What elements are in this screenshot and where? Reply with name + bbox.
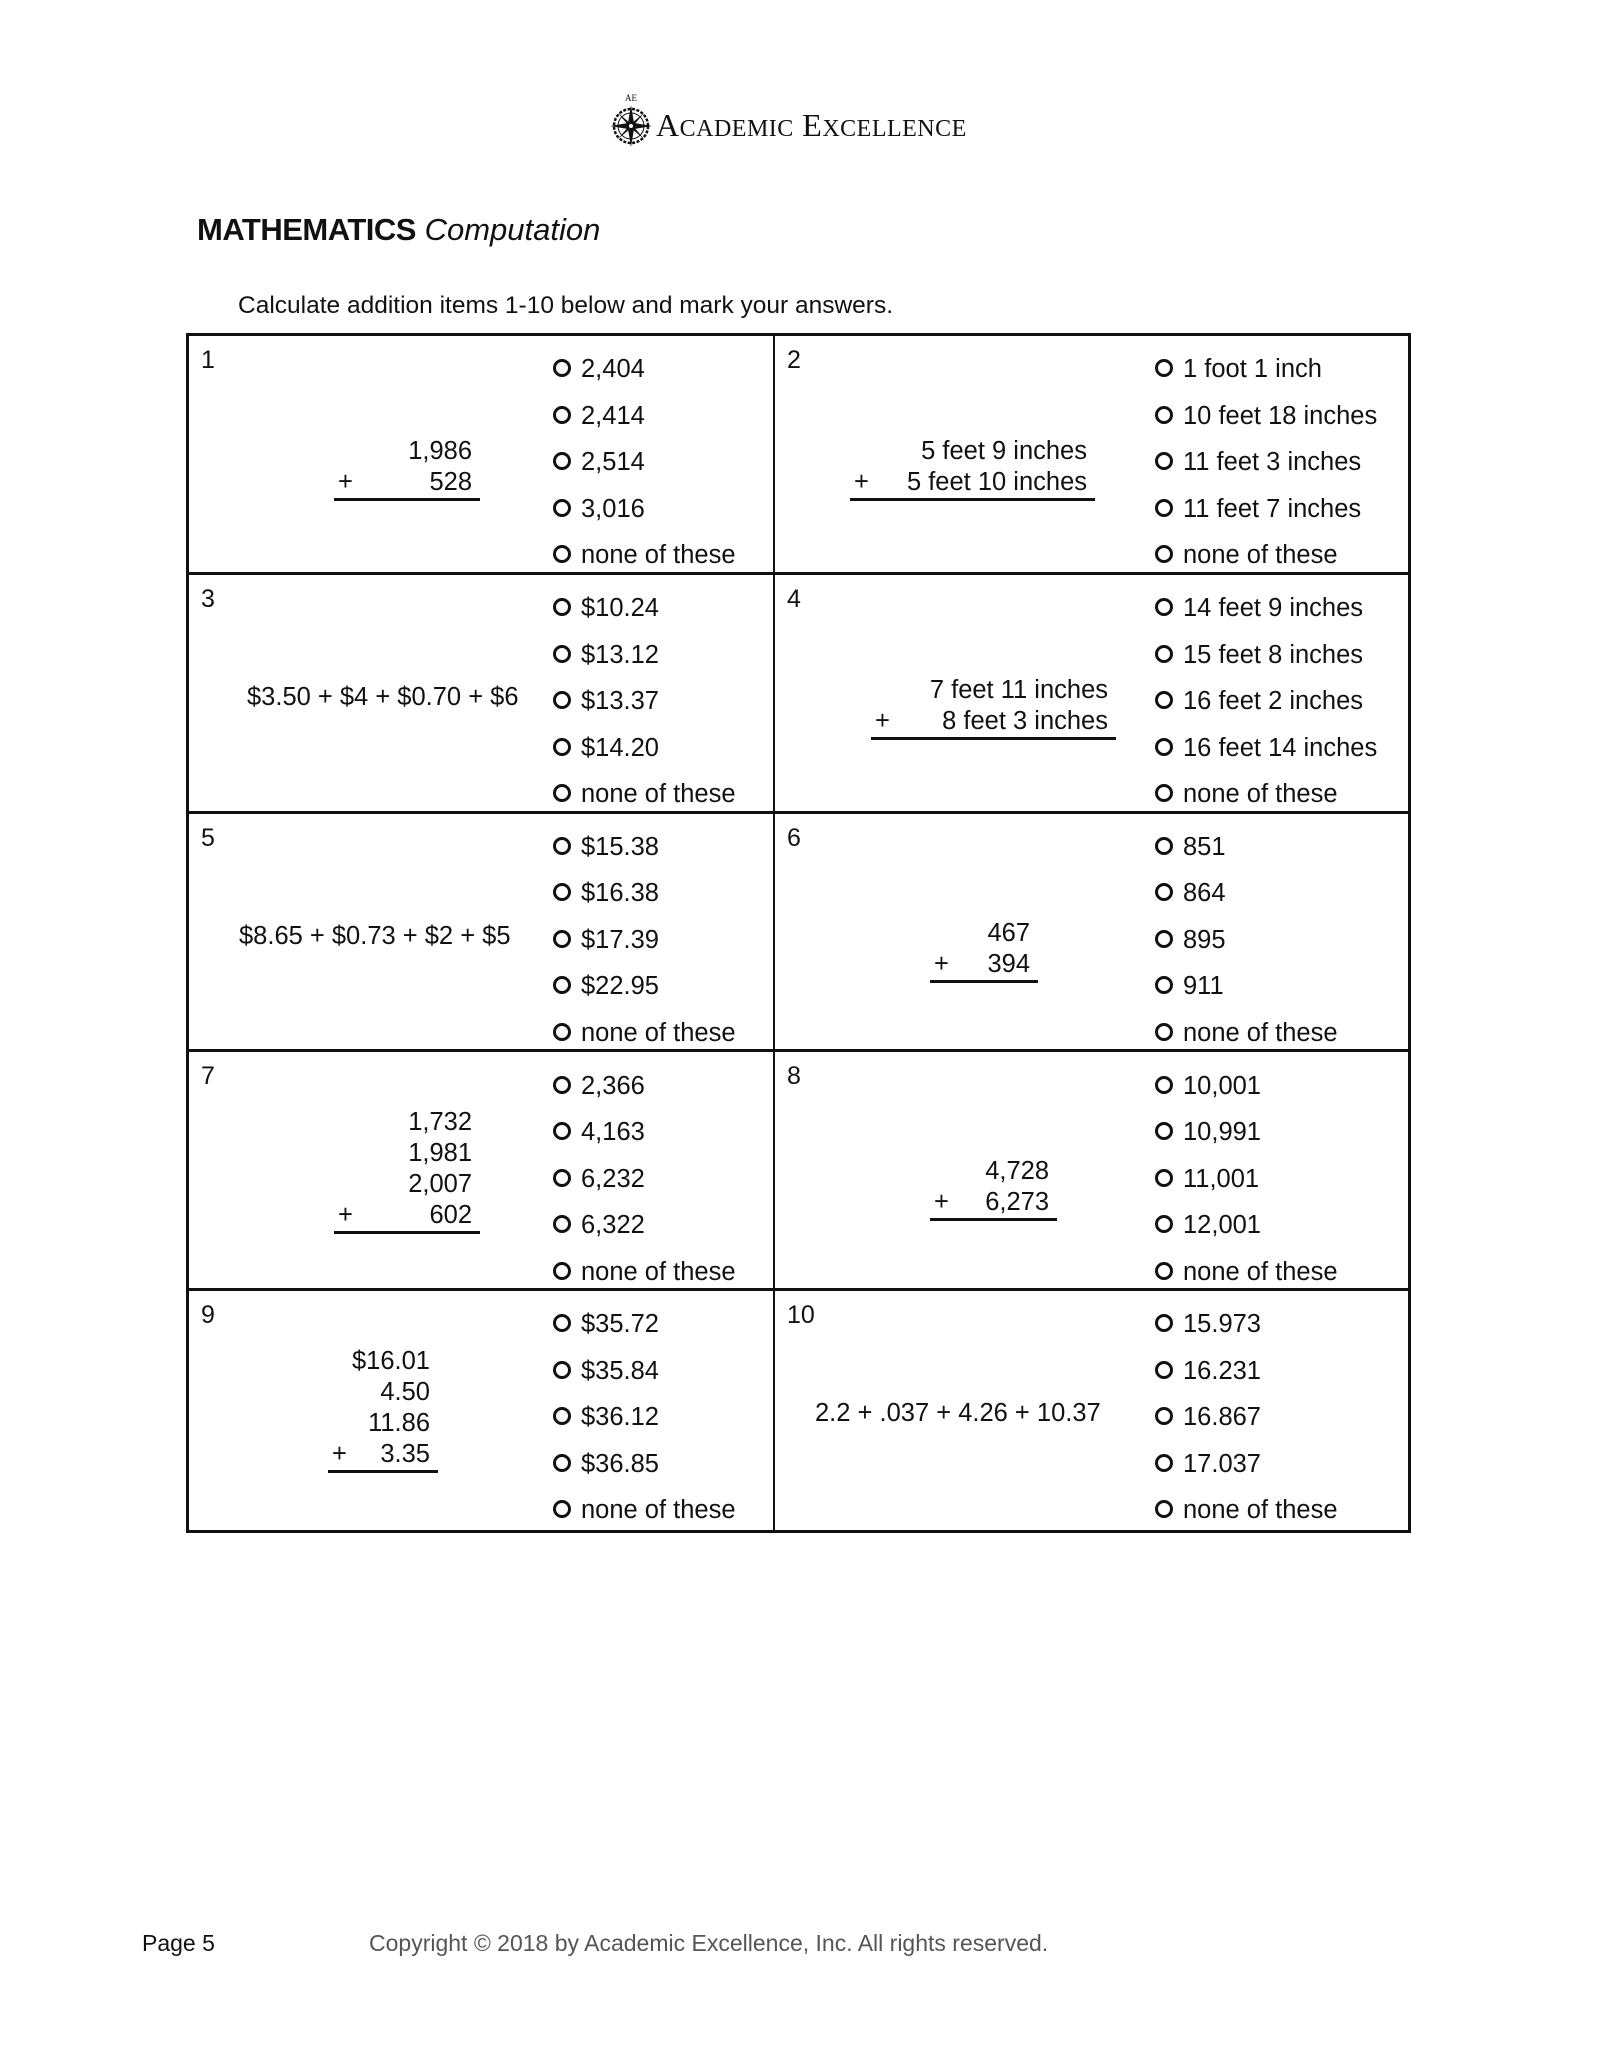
answer-option[interactable] bbox=[1155, 771, 1377, 818]
answer-bubble-icon[interactable] bbox=[553, 1076, 571, 1094]
question-number: 1 bbox=[201, 346, 215, 374]
answer-option-label: 911 bbox=[1183, 972, 1224, 1001]
last-addend-row bbox=[334, 1200, 480, 1234]
plus-operator: + bbox=[934, 949, 949, 978]
answer-bubble-icon[interactable] bbox=[553, 883, 571, 901]
question-number: 3 bbox=[201, 584, 215, 613]
question-grid bbox=[186, 333, 1411, 1533]
problem bbox=[239, 922, 511, 951]
answer-option[interactable] bbox=[553, 1109, 736, 1156]
answer-option[interactable] bbox=[1155, 393, 1377, 440]
plus-operator: + bbox=[338, 468, 353, 496]
answer-option-label: 2,414 bbox=[581, 401, 645, 430]
problem bbox=[334, 1107, 480, 1234]
question-number: 9 bbox=[201, 1301, 215, 1330]
answer-option[interactable] bbox=[553, 771, 736, 818]
answer-bubble-icon[interactable] bbox=[1155, 883, 1173, 901]
addend: 4,728 bbox=[985, 1157, 1049, 1186]
last-addend-row bbox=[871, 706, 1116, 740]
question-number: 2 bbox=[787, 346, 801, 374]
answer-option[interactable] bbox=[553, 1394, 736, 1441]
answer-bubble-icon[interactable] bbox=[1155, 784, 1173, 802]
question-2 bbox=[775, 336, 1408, 575]
answer-option-label: 851 bbox=[1183, 832, 1226, 861]
answer-option[interactable] bbox=[1155, 724, 1377, 771]
answer-option-label: $36.12 bbox=[581, 1403, 659, 1432]
addend: 1,732 bbox=[408, 1108, 472, 1137]
answer-bubble-icon[interactable] bbox=[553, 1122, 571, 1140]
answer-bubble-icon[interactable] bbox=[1155, 1169, 1173, 1187]
problem bbox=[247, 683, 519, 712]
answer-option-label: 895 bbox=[1183, 925, 1226, 954]
answer-bubble-icon[interactable] bbox=[553, 1407, 571, 1425]
answer-bubble-icon[interactable] bbox=[553, 1314, 571, 1332]
problem bbox=[850, 436, 1095, 501]
addend: 8 feet 3 inches bbox=[942, 706, 1108, 735]
addend: 3.35 bbox=[380, 1440, 430, 1469]
answer-option-label: $35.84 bbox=[581, 1356, 659, 1385]
answer-option[interactable] bbox=[553, 824, 736, 871]
answer-option[interactable] bbox=[1155, 1248, 1338, 1295]
answer-bubble-icon[interactable] bbox=[553, 1262, 571, 1280]
answer-bubble-icon[interactable] bbox=[553, 1215, 571, 1233]
answer-option[interactable] bbox=[553, 1062, 736, 1109]
answer-option-label: $17.39 bbox=[581, 925, 659, 954]
answer-option-label: 11 feet 3 inches bbox=[1183, 448, 1362, 477]
question-5 bbox=[189, 814, 775, 1053]
answer-option[interactable] bbox=[553, 917, 736, 964]
answer-option-label: none of these bbox=[581, 541, 736, 570]
answer-bubble-icon[interactable] bbox=[1155, 452, 1173, 470]
answer-option-label: none of these bbox=[1183, 1018, 1338, 1047]
answer-bubble-icon[interactable] bbox=[1155, 499, 1173, 517]
answer-bubble-icon[interactable] bbox=[1155, 1023, 1173, 1041]
problem bbox=[815, 1399, 1101, 1428]
answer-option-label: 4,163 bbox=[581, 1118, 645, 1147]
addend: 394 bbox=[987, 949, 1030, 978]
answer-option-label: $15.38 bbox=[581, 832, 659, 861]
answer-bubble-icon[interactable] bbox=[1155, 1314, 1173, 1332]
answer-options bbox=[1155, 585, 1377, 818]
answer-option-label: none of these bbox=[581, 780, 736, 809]
answer-options bbox=[1155, 346, 1377, 579]
last-addend-row bbox=[930, 949, 1038, 983]
answer-bubble-icon[interactable] bbox=[1155, 1500, 1173, 1518]
answer-bubble-icon[interactable] bbox=[553, 1169, 571, 1187]
compass-rose-icon bbox=[610, 92, 652, 148]
answer-bubble-icon[interactable] bbox=[553, 545, 571, 563]
question-7 bbox=[189, 1052, 775, 1291]
answer-bubble-icon[interactable] bbox=[1155, 837, 1173, 855]
answer-bubble-icon[interactable] bbox=[553, 406, 571, 424]
answer-option-label: 6,322 bbox=[581, 1211, 645, 1240]
answer-option-label: 15.973 bbox=[1183, 1310, 1261, 1339]
answer-option-label: 16.867 bbox=[1183, 1403, 1261, 1432]
answer-option-label: $22.95 bbox=[581, 972, 659, 1001]
answer-bubble-icon[interactable] bbox=[553, 1454, 571, 1472]
answer-bubble-icon[interactable] bbox=[553, 645, 571, 663]
answer-option-label: 12,001 bbox=[1183, 1211, 1261, 1240]
answer-option[interactable] bbox=[553, 631, 736, 678]
answer-option-label: 11 feet 7 inches bbox=[1183, 494, 1362, 523]
answer-bubble-icon[interactable] bbox=[553, 359, 571, 377]
answer-options bbox=[553, 585, 736, 818]
question-number: 6 bbox=[787, 823, 801, 852]
answer-option-label: none of these bbox=[581, 1018, 736, 1047]
answer-option-label: 11,001 bbox=[1183, 1164, 1260, 1193]
answer-bubble-icon[interactable] bbox=[1155, 1215, 1173, 1233]
answer-option[interactable] bbox=[553, 1441, 736, 1488]
answer-option[interactable] bbox=[1155, 1109, 1338, 1156]
answer-option[interactable] bbox=[553, 870, 736, 917]
answer-option-label: $16.38 bbox=[581, 879, 659, 908]
addend: 7 feet 11 inches bbox=[929, 675, 1108, 704]
addend: 1,981 bbox=[408, 1139, 472, 1168]
answer-option-label: $13.37 bbox=[581, 687, 659, 716]
plus-operator: + bbox=[854, 468, 869, 496]
answer-option-label: 15 feet 8 inches bbox=[1183, 640, 1364, 669]
question-number: 5 bbox=[201, 823, 215, 852]
answer-option-label: none of these bbox=[1183, 1257, 1338, 1286]
answer-option[interactable] bbox=[553, 486, 736, 533]
answer-option[interactable] bbox=[1155, 486, 1377, 533]
question-8 bbox=[775, 1052, 1408, 1291]
answer-option[interactable] bbox=[1155, 824, 1338, 871]
problem bbox=[328, 1346, 438, 1473]
answer-option[interactable] bbox=[1155, 917, 1338, 964]
answer-bubble-icon[interactable] bbox=[553, 1361, 571, 1379]
plus-operator: + bbox=[332, 1440, 347, 1469]
answer-option-label: 3,016 bbox=[581, 494, 645, 523]
answer-bubble-icon[interactable] bbox=[553, 691, 571, 709]
answer-option[interactable] bbox=[553, 439, 736, 486]
answer-option-label: $35.72 bbox=[581, 1310, 659, 1339]
academic-excellence-logo bbox=[610, 92, 967, 148]
answer-option-label: 10,991 bbox=[1183, 1118, 1261, 1147]
answer-option[interactable] bbox=[553, 585, 736, 632]
answer-bubble-icon[interactable] bbox=[1155, 1454, 1173, 1472]
answer-option[interactable] bbox=[553, 1487, 736, 1534]
answer-option-label: none of these bbox=[581, 1257, 736, 1286]
answer-option[interactable] bbox=[1155, 532, 1377, 579]
answer-option[interactable] bbox=[1155, 1202, 1338, 1249]
copyright-notice: Copyright © 2018 by Academic Excellence, Inc. All rights reserved. bbox=[369, 1930, 1049, 1956]
answer-bubble-icon[interactable] bbox=[1155, 930, 1173, 948]
answer-option[interactable] bbox=[553, 1348, 736, 1395]
answer-option-label: none of these bbox=[1183, 1496, 1338, 1525]
problem bbox=[930, 1156, 1057, 1221]
answer-bubble-icon[interactable] bbox=[553, 1500, 571, 1518]
problem bbox=[930, 918, 1038, 983]
answer-option[interactable] bbox=[1155, 870, 1338, 917]
addend: 4.50 bbox=[380, 1378, 430, 1407]
problem-expression: $8.65 + $0.73 + $2 + $5 bbox=[239, 921, 511, 950]
question-number: 7 bbox=[201, 1062, 215, 1091]
answer-option-label: 14 feet 9 inches bbox=[1183, 594, 1364, 623]
answer-bubble-icon[interactable] bbox=[1155, 1361, 1173, 1379]
answer-option[interactable] bbox=[1155, 1155, 1338, 1202]
problem bbox=[871, 675, 1116, 740]
answer-bubble-icon[interactable] bbox=[1155, 691, 1173, 709]
answer-option[interactable] bbox=[553, 532, 736, 579]
answer-bubble-icon[interactable] bbox=[1155, 738, 1173, 756]
answer-option-label: 2,366 bbox=[581, 1071, 645, 1100]
answer-option[interactable] bbox=[1155, 1487, 1338, 1534]
answer-option[interactable] bbox=[553, 1155, 736, 1202]
answer-option-label: 2,514 bbox=[581, 448, 645, 477]
page-title bbox=[197, 212, 600, 248]
answer-bubble-icon[interactable] bbox=[1155, 645, 1173, 663]
answer-option-label: 2,404 bbox=[581, 355, 645, 384]
plus-operator: + bbox=[934, 1188, 949, 1217]
answer-option-label: 1 foot 1 inch bbox=[1183, 355, 1322, 384]
answer-bubble-icon[interactable] bbox=[553, 1023, 571, 1041]
answer-bubble-icon[interactable] bbox=[1155, 545, 1173, 563]
answer-option[interactable] bbox=[1155, 963, 1338, 1010]
answer-options bbox=[1155, 824, 1338, 1057]
problem bbox=[334, 436, 480, 501]
question-6 bbox=[775, 814, 1408, 1053]
answer-option[interactable] bbox=[553, 393, 736, 440]
question-10 bbox=[775, 1291, 1408, 1530]
answer-options bbox=[553, 346, 736, 579]
answer-option-label: none of these bbox=[1183, 780, 1338, 809]
answer-bubble-icon[interactable] bbox=[1155, 1122, 1173, 1140]
answer-bubble-icon[interactable] bbox=[1155, 1262, 1173, 1280]
last-addend-row bbox=[850, 467, 1095, 501]
answer-option[interactable] bbox=[1155, 1394, 1338, 1441]
addend: 467 bbox=[987, 918, 1030, 947]
answer-option[interactable] bbox=[553, 678, 736, 725]
answer-option-label: none of these bbox=[581, 1496, 736, 1525]
section-heading: Computation bbox=[424, 212, 601, 247]
problem-expression: 2.2 + .037 + 4.26 + 10.37 bbox=[815, 1399, 1101, 1428]
answer-option[interactable] bbox=[1155, 1010, 1338, 1057]
answer-option-label: 864 bbox=[1183, 879, 1226, 908]
answer-options bbox=[1155, 1301, 1338, 1534]
answer-option[interactable] bbox=[1155, 1441, 1338, 1488]
last-addend-row bbox=[328, 1439, 438, 1473]
answer-option-label: none of these bbox=[1183, 541, 1338, 570]
question-3 bbox=[189, 575, 775, 814]
answer-options bbox=[1155, 1062, 1338, 1295]
answer-option-label: 10 feet 18 inches bbox=[1183, 401, 1378, 430]
answer-option[interactable] bbox=[1155, 1062, 1338, 1109]
problem-expression: $3.50 + $4 + $0.70 + $6 bbox=[247, 682, 519, 711]
question-9 bbox=[189, 1291, 775, 1530]
answer-option[interactable] bbox=[1155, 1348, 1338, 1395]
addend: 6,273 bbox=[985, 1188, 1049, 1217]
answer-bubble-icon[interactable] bbox=[553, 976, 571, 994]
answer-option-label: 17.037 bbox=[1183, 1449, 1261, 1478]
question-number: 8 bbox=[787, 1062, 801, 1091]
answer-options bbox=[553, 1301, 736, 1534]
answer-bubble-icon[interactable] bbox=[553, 784, 571, 802]
answer-bubble-icon[interactable] bbox=[553, 837, 571, 855]
answer-option-label: $10.24 bbox=[581, 594, 659, 623]
answer-bubble-icon[interactable] bbox=[1155, 1407, 1173, 1425]
answer-option[interactable] bbox=[1155, 346, 1377, 393]
answer-bubble-icon[interactable] bbox=[553, 738, 571, 756]
addend: 11.86 bbox=[368, 1409, 430, 1438]
answer-option-label: 10,001 bbox=[1183, 1071, 1261, 1100]
answer-option-label: 16.231 bbox=[1183, 1356, 1261, 1385]
answer-option[interactable] bbox=[553, 724, 736, 771]
question-number: 10 bbox=[787, 1301, 815, 1330]
answer-option[interactable] bbox=[1155, 585, 1377, 632]
answer-bubble-icon[interactable] bbox=[1155, 976, 1173, 994]
answer-option-label: $14.20 bbox=[581, 733, 659, 762]
answer-bubble-icon[interactable] bbox=[553, 452, 571, 470]
answer-bubble-icon[interactable] bbox=[1155, 1076, 1173, 1094]
answer-bubble-icon[interactable] bbox=[553, 598, 571, 616]
answer-option[interactable] bbox=[1155, 439, 1377, 486]
answer-bubble-icon[interactable] bbox=[553, 499, 571, 517]
logo-wordmark: ACADEMIC EXCELLENCE bbox=[656, 106, 967, 143]
addend: 5 feet 9 inches bbox=[921, 437, 1087, 465]
answer-options bbox=[553, 1062, 736, 1295]
answer-option[interactable] bbox=[553, 1248, 736, 1295]
addend: $16.01 bbox=[352, 1347, 430, 1376]
answer-bubble-icon[interactable] bbox=[553, 930, 571, 948]
answer-option[interactable] bbox=[1155, 1301, 1338, 1348]
answer-option[interactable] bbox=[553, 963, 736, 1010]
answer-option-label: $36.85 bbox=[581, 1449, 659, 1478]
addend: 528 bbox=[429, 468, 472, 496]
question-1 bbox=[189, 336, 775, 575]
answer-option-label: 16 feet 2 inches bbox=[1183, 687, 1364, 716]
answer-option-label: $13.12 bbox=[581, 640, 659, 669]
addend: 1,986 bbox=[408, 437, 472, 465]
answer-option-label: 6,232 bbox=[581, 1164, 645, 1193]
addend: 5 feet 10 inches bbox=[906, 468, 1087, 496]
question-4 bbox=[775, 575, 1408, 814]
plus-operator: + bbox=[875, 706, 890, 735]
addend: 602 bbox=[429, 1201, 472, 1230]
answer-option[interactable] bbox=[1155, 631, 1377, 678]
instructions: Calculate addition items 1-10 below and mark your answers. bbox=[238, 292, 894, 319]
page-number: Page 5 bbox=[142, 1930, 215, 1956]
addend: 2,007 bbox=[408, 1170, 472, 1199]
last-addend-row bbox=[334, 467, 480, 501]
question-number: 4 bbox=[787, 584, 801, 613]
answer-option[interactable] bbox=[1155, 678, 1377, 725]
logo-initials: AE bbox=[625, 93, 637, 103]
answer-option[interactable] bbox=[553, 1202, 736, 1249]
answer-bubble-icon[interactable] bbox=[1155, 406, 1173, 424]
plus-operator: + bbox=[338, 1201, 353, 1230]
subject-heading: MATHEMATICS bbox=[197, 212, 416, 247]
answer-option[interactable] bbox=[553, 1301, 736, 1348]
answer-option[interactable] bbox=[553, 1010, 736, 1057]
answer-option-label: 16 feet 14 inches bbox=[1183, 733, 1378, 762]
last-addend-row bbox=[930, 1187, 1057, 1221]
answer-option[interactable] bbox=[553, 346, 736, 393]
answer-bubble-icon[interactable] bbox=[1155, 598, 1173, 616]
answer-options bbox=[553, 824, 736, 1057]
answer-bubble-icon[interactable] bbox=[1155, 359, 1173, 377]
